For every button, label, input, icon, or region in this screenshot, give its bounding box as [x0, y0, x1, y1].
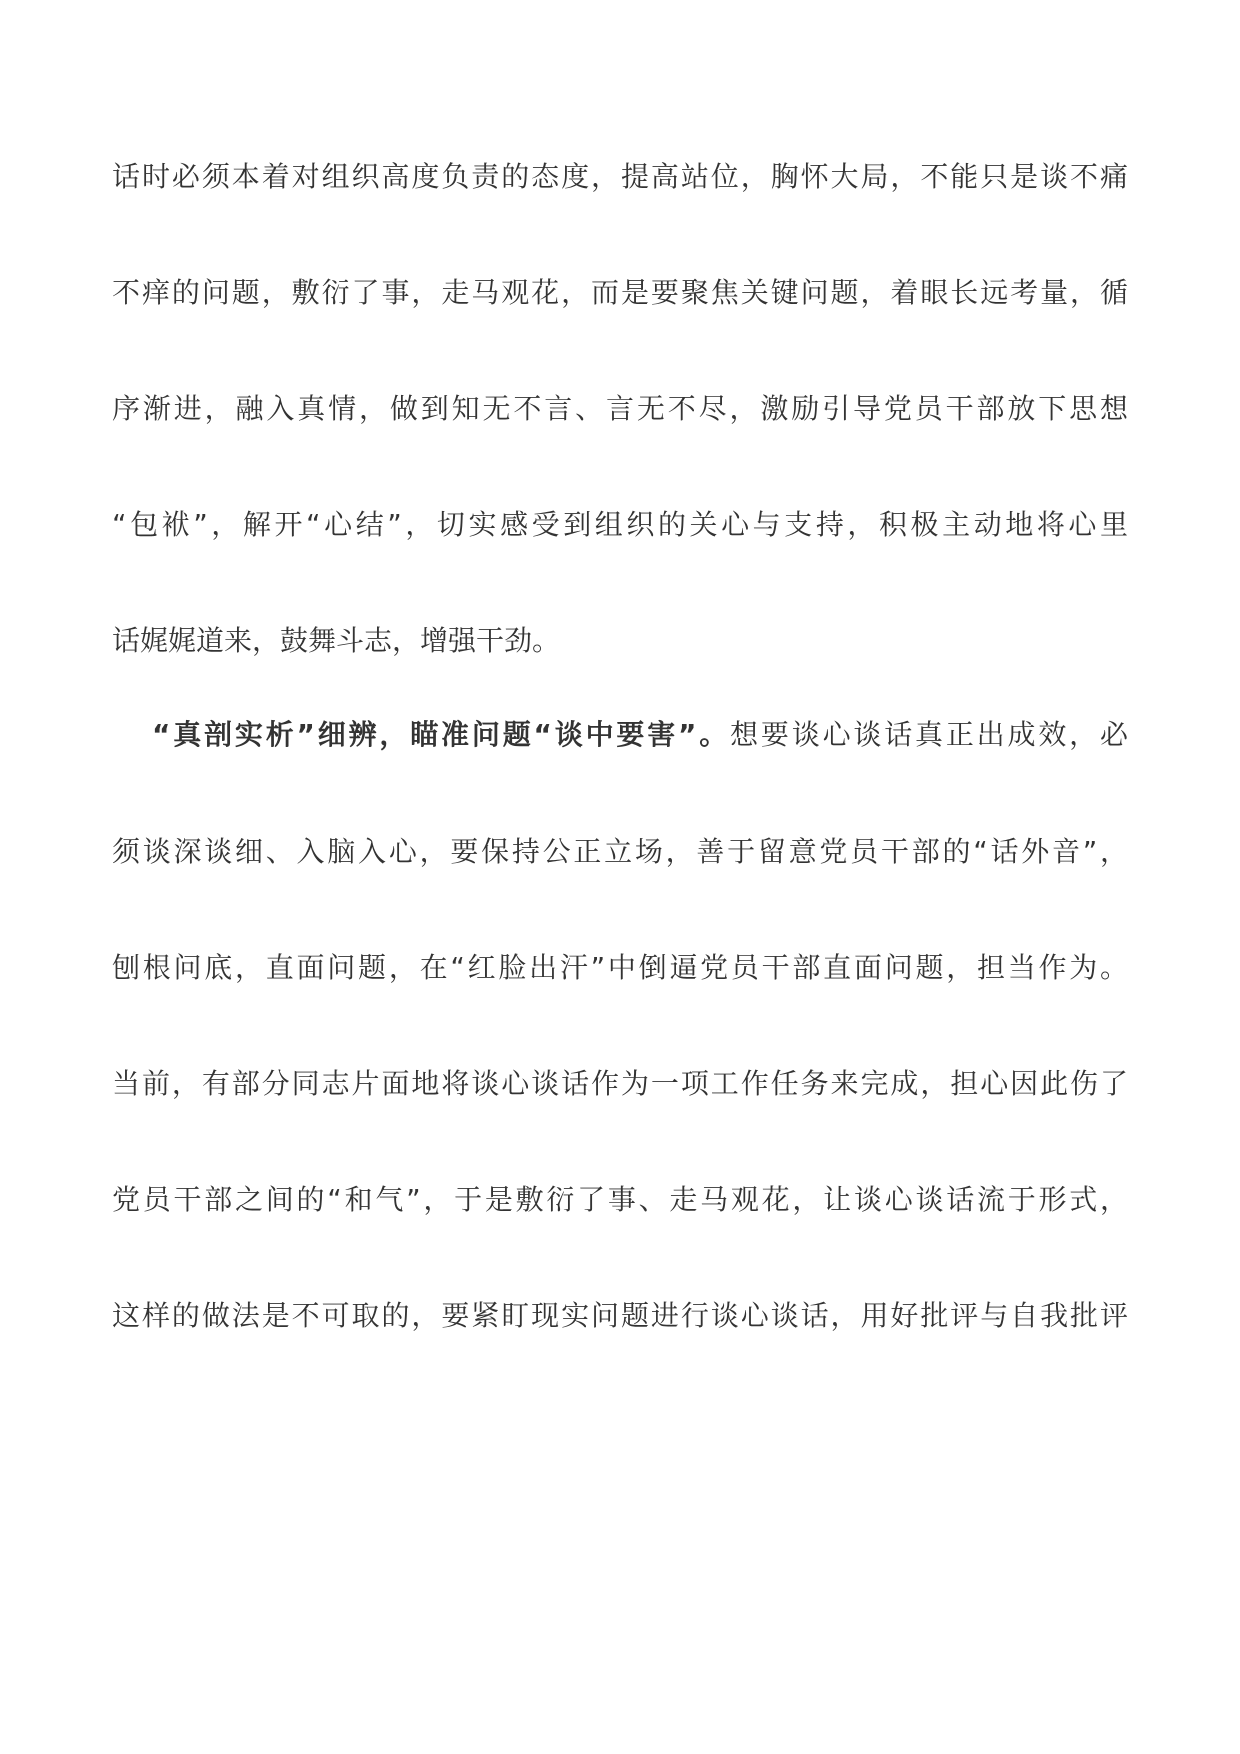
text-line: 党员干部之间的“和气”，于是敷衍了事、走马观花，让谈心谈话流于形式， — [112, 1183, 1128, 1216]
paragraph-first-line — [152, 715, 1128, 755]
text-line: 当前，有部分同志片面地将谈心谈话作为一项工作任务来完成，担心因此伤了 — [112, 1067, 1128, 1100]
text-line: 须谈深谈细、入脑入心，要保持公正立场，善于留意党员干部的“话外音”， — [112, 835, 1128, 868]
text-line: 话娓娓道来，鼓舞斗志，增强干劲。 — [112, 624, 561, 657]
text-line: 刨根问底，直面问题，在“红脸出汗”中倒逼党员干部直面问题，担当作为。 — [112, 951, 1128, 984]
paragraph-heading: “真剖实析”细辨，瞄准问题“谈中要害”。 — [152, 718, 731, 751]
text-line: 序渐进，融入真情，做到知无不言、言无不尽，激励引导党员干部放下思想 — [112, 392, 1128, 425]
text-run: 想要谈心谈话真正出成效，必 — [730, 718, 1128, 751]
text-line: 这样的做法是不可取的，要紧盯现实问题进行谈心谈话，用好批评与自我批评 — [112, 1299, 1128, 1332]
text-line: “包袱”，解开“心结”，切实感受到组织的关心与支持，积极主动地将心里 — [112, 508, 1128, 541]
text-line: 话时必须本着对组织高度负责的态度，提高站位，胸怀大局，不能只是谈不痛 — [112, 160, 1128, 193]
text-line: 不痒的问题，敷衍了事，走马观花，而是要聚焦关键问题，着眼长远考量，循 — [112, 276, 1128, 309]
